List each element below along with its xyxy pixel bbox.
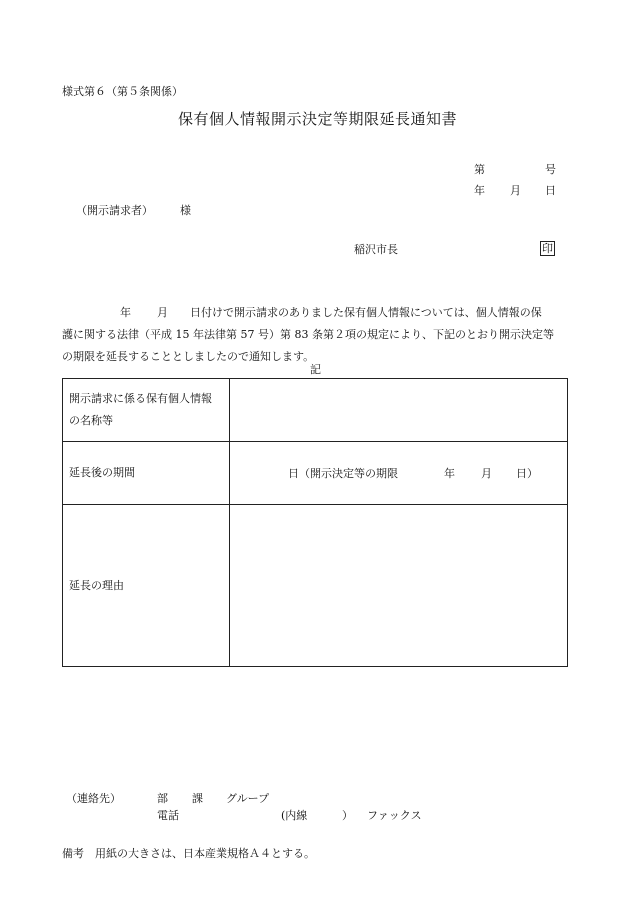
contact-naisen: (内線 [281, 809, 308, 822]
body-month: 月 [157, 306, 168, 319]
addressee-label: （開示請求者） [76, 204, 153, 217]
row-reason-label: 延長の理由 [63, 505, 230, 667]
row-name-label: 開示請求に係る保有個人情報 の名称等 [63, 379, 230, 442]
form-number: 様式第６（第５条関係） [62, 85, 183, 98]
body-line3: の期限を延長することとしましたので通知します。 [62, 350, 315, 363]
contact-fax: ファックス [367, 809, 422, 822]
record-table [62, 378, 568, 667]
seal-mark: 印 [542, 242, 553, 255]
number-go: 号 [545, 163, 556, 176]
period-month: 月 [481, 467, 492, 480]
issuer-name: 稲沢市長 [354, 243, 398, 256]
body-year: 年 [120, 306, 131, 319]
number-dai: 第 [474, 163, 485, 176]
document-title: 保有個人情報開示決定等期限延長通知書 [178, 110, 458, 128]
body-line1: 日付けで開示請求のありました保有個人情報については、個人情報の保 [190, 306, 542, 319]
table-row [63, 505, 568, 667]
contact-label: （連絡先） [66, 792, 121, 805]
period-deadline-text: 日（開示決定等の期限 [288, 467, 398, 480]
body-line2: 護に関する法律（平成 15 年法律第 57 号）第 83 条第２項の規定により、下記のとおり開示決定等 [62, 328, 554, 341]
date-day: 日 [545, 184, 556, 197]
contact-tel: 電話 [157, 809, 179, 822]
date-month: 月 [510, 184, 521, 197]
row-reason-value [230, 505, 568, 667]
contact-group: グループ [226, 792, 270, 805]
note: 備考 用紙の大きさは、日本産業規格Ａ４とする。 [62, 847, 315, 860]
date-year: 年 [474, 184, 485, 197]
row-name-value [230, 379, 568, 442]
table-row [63, 442, 568, 505]
addressee-sama: 様 [180, 204, 191, 217]
row-period-value [230, 442, 568, 505]
contact-ka: 課 [192, 792, 203, 805]
row-period-label: 延長後の期間 [63, 442, 230, 505]
contact-paren-close: ） [342, 809, 353, 822]
ki-label: 記 [310, 363, 321, 376]
notice-body [62, 302, 574, 368]
period-year: 年 [444, 467, 455, 480]
contact-bu: 部 [157, 792, 168, 805]
table-row [63, 379, 568, 442]
period-day: 日） [516, 467, 538, 480]
